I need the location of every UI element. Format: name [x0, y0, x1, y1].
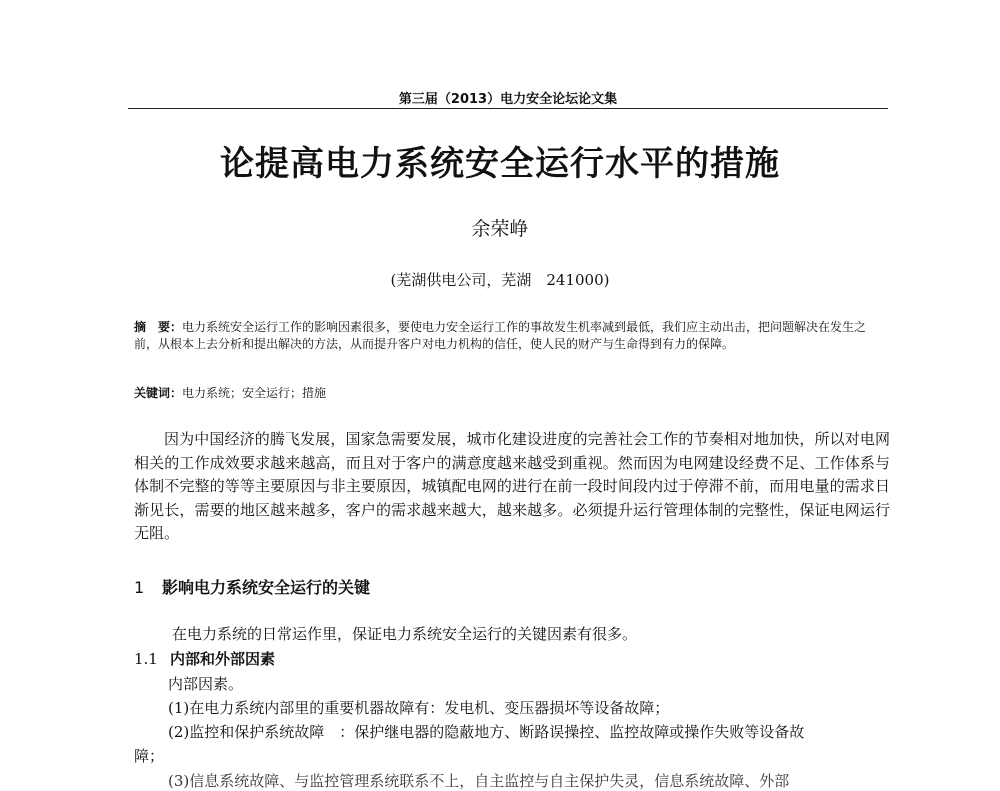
keywords-text: 电力系统；安全运行；措施	[182, 386, 327, 400]
section-1-lead: 在电力系统的日常运作里，保证电力系统安全运行的关键因素有很多。	[172, 625, 638, 643]
subsection-1-1-title: 内部和外部因素	[170, 650, 276, 668]
article-author: 余荣峥	[471, 218, 529, 240]
keywords-label: 关键词：	[134, 386, 183, 400]
running-header: 第三届（2013）电力安全论坛论文集	[398, 92, 618, 107]
abstract-label: 摘 要：	[134, 320, 183, 334]
body-line: (2)监控和保护系统故障 ：保护继电器的隐蔽地方、断路误操控、监控故障或操作失败等设备故	[168, 723, 805, 741]
section-1-heading	[134, 575, 834, 598]
keywords	[134, 385, 888, 402]
section-1-title: 影响电力系统安全运行的关键	[162, 578, 371, 597]
header-divider	[128, 108, 888, 109]
body-line: 内部因素。	[168, 675, 244, 693]
intro-paragraph: 因为中国经济的腾飞发展，国家急需要发展，城市化建设进度的完善社会工作的节奏相对地加快，所以对电网相关的工作成效要求越来越高，而且对于客户的满意度越来越受到重视。然而因为电网建设经费不足、工作体系与体制不完整的等等主要原因与非主要原因，城镇配电网的进行在前一段时间段内过于停滞不前，而用电量的需求日渐见长，需要的地区越来越多，客户的需求越来越大，越来越多。必须提升运行管理体制的完整性，保证电网运行无阻。	[134, 430, 890, 542]
article-affiliation: (芜湖供电公司，芜湖 241000)	[390, 271, 610, 289]
body-line: (1)在电力系统内部里的重要机器故障有：发电机、变压器损坏等设备故障；	[168, 699, 670, 717]
subsection-1-1-number: 1.1	[134, 650, 158, 668]
partial-body-line: (3)信息系统故障、与监控管理系统联系不上，自主监控与自主保护失灵，信息系统故障、外部	[168, 772, 790, 790]
section-1-number: 1	[134, 578, 145, 597]
body-line: 障；	[134, 747, 165, 765]
article-title: 论提高电力系统安全运行水平的措施	[220, 144, 780, 184]
abstract-text: 电力系统安全运行工作的影响因素很多，要使电力安全运行工作的事故发生机率减到最低，我们应主动出击，把问题解决在发生之前，从根本上去分析和提出解决的方法，从而提升客户对电力机构的信任，使人民的财产与生命得到有力的保障。	[134, 320, 867, 351]
abstract	[134, 319, 888, 353]
subsection-1-1-heading	[134, 648, 834, 669]
